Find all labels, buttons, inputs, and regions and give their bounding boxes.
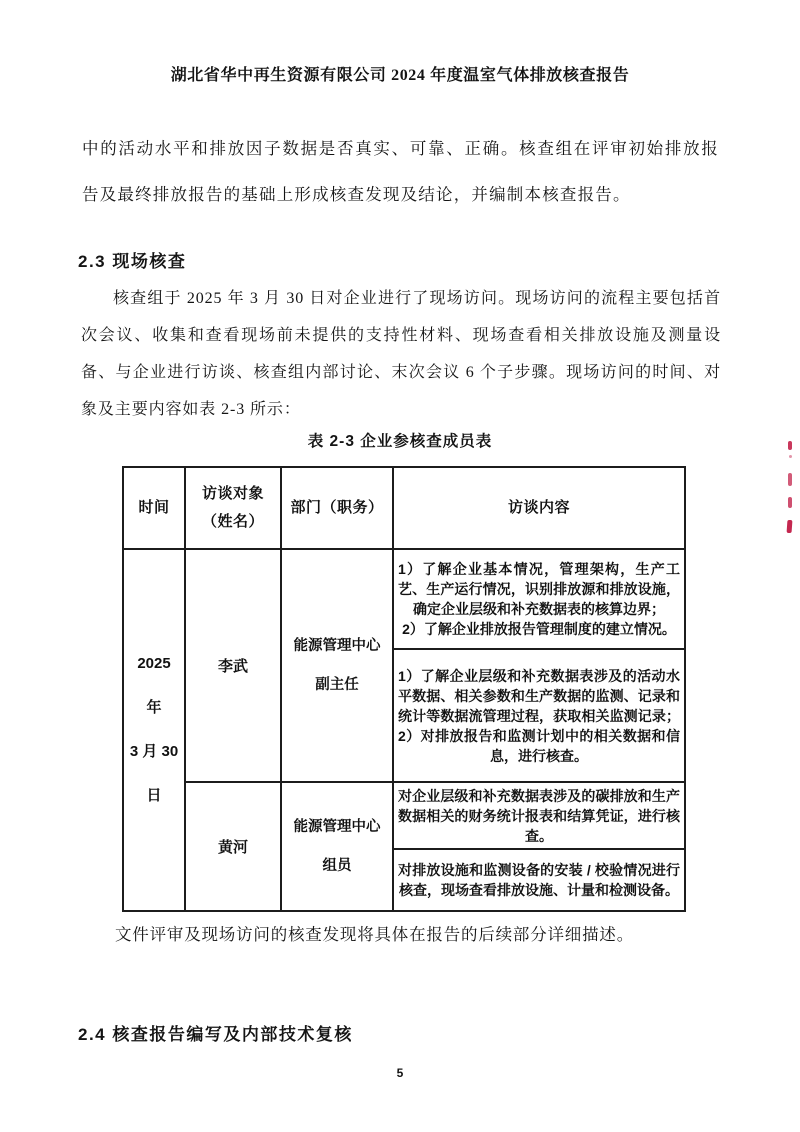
red-ink-artifact	[787, 520, 793, 533]
interview-content-1-item1: 1）了解企业基本情况，管理架构，生产工艺、生产运行情况，识别排放源和排放设施，确定企业层级和补充数据表的核算边界；	[398, 561, 680, 617]
cell-interview-content-2	[393, 649, 685, 782]
interview-members-table	[122, 466, 686, 912]
red-ink-artifact	[789, 455, 792, 458]
cell-interviewee-name-1: 李武	[185, 549, 281, 782]
cell-interviewee-name-2: 黄河	[185, 782, 281, 911]
cell-department-2	[281, 782, 393, 911]
column-header-department: 部门（职务）	[281, 467, 393, 549]
table-2-3-caption: 表 2-3 企业参核查成员表	[307, 433, 493, 450]
interview-content-2-item1: 1）了解企业层级和补充数据表涉及的活动水平数据、相关参数和生产数据的监测、记录和统计等数据流管理过程，获取相关监测记录；2）对排放报告和监测计划中的相关数据和信息，进行核查。	[398, 667, 680, 764]
interview-content-4-item1: 对排放设施和监测设备的安装 / 校验情况进行核查，现场查看排放设施、计量和检测设备。	[398, 862, 680, 898]
section-2-4-heading: 2.4 核查报告编写及内部技术复核	[78, 1025, 353, 1044]
column-header-content: 访谈内容	[393, 467, 685, 549]
column-header-time: 时间	[123, 467, 185, 549]
department-1-line2: 副主任	[315, 676, 359, 693]
table-row	[123, 549, 685, 649]
column-header-interviewee	[185, 467, 281, 549]
cell-visit-date	[123, 549, 185, 911]
red-ink-artifact	[788, 497, 792, 508]
section-2-3-closing-paragraph: 文件评审及现场访问的核查发现将具体在报告的后续部分详细描述。	[115, 925, 634, 944]
cell-department-1	[281, 549, 393, 782]
red-ink-artifact	[788, 473, 792, 486]
section-2-3-heading: 2.3 现场核查	[78, 252, 187, 271]
section-2-3-paragraph: 核查组于 2025 年 3 月 30 日对企业进行了现场访问。现场访问的流程主要包括首次会议、收集和查看现场前未提供的支持性材料、现场查看相关排放设施及测量设备、与企业进行访谈、核查组内部讨论、末次会议 6 个子步骤。现场访问的时间、对象及主要内容如表 2-3 所示：	[81, 290, 721, 418]
intro-paragraph: 中的活动水平和排放因子数据是否真实、可靠、正确。核查组在评审初始排放报告及最终排放报告的基础上形成核查发现及结论，并编制本核查报告。	[82, 139, 719, 204]
page-number: 5	[396, 1066, 404, 1080]
department-1-line1: 能源管理中心	[293, 637, 381, 654]
cell-interview-content-3	[393, 782, 685, 849]
column-header-interviewee-line2: （姓名）	[201, 513, 264, 530]
visit-date-line2: 3 月 30	[129, 743, 179, 760]
cell-interview-content-1	[393, 549, 685, 649]
table-row	[123, 782, 685, 849]
visit-date-line1: 2025 年	[137, 655, 171, 716]
document-header-title: 湖北省华中再生资源有限公司 2024 年度温室气体排放核查报告	[170, 67, 630, 84]
red-ink-artifact	[788, 441, 792, 450]
department-2-line2: 组员	[322, 857, 352, 874]
department-2-line1: 能源管理中心	[293, 818, 381, 835]
visit-date-line3: 日	[146, 787, 162, 804]
interview-content-1-item2: 2）了解企业排放报告管理制度的建立情况。	[402, 621, 676, 637]
interview-content-3-item1: 对企业层级和补充数据表涉及的碳排放和生产数据相关的财务统计报表和结算凭证，进行核查。	[398, 787, 680, 844]
table-header-row	[123, 467, 685, 549]
cell-interview-content-4	[393, 849, 685, 911]
column-header-interviewee-line1: 访谈对象	[201, 485, 264, 502]
